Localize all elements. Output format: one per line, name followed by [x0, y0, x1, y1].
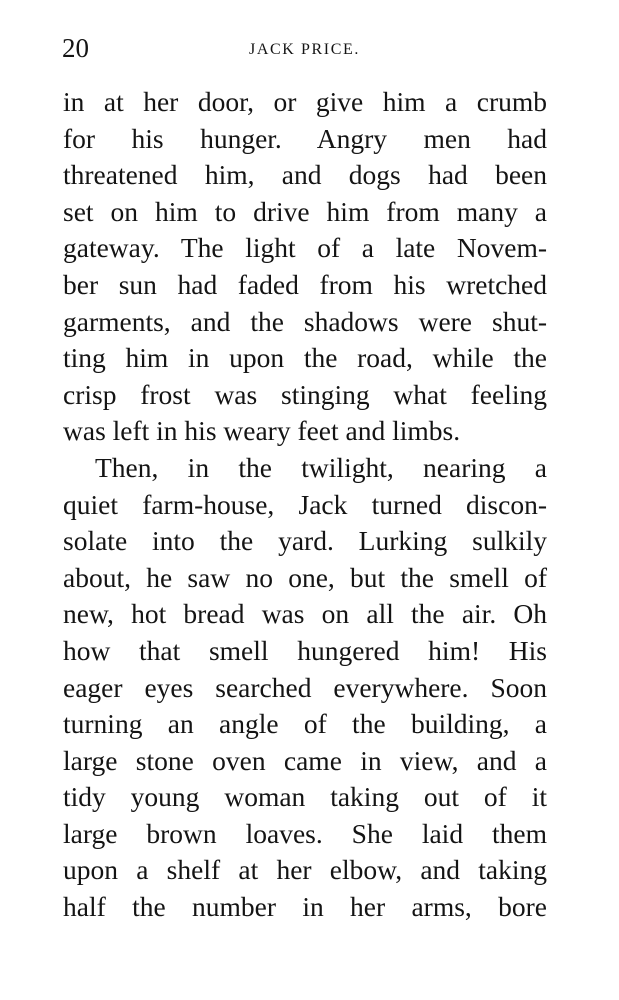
text-line: upon a shelf at her elbow, and taking [63, 854, 547, 886]
text-line: threatened him, and dogs had been [63, 159, 547, 191]
text-line: new, hot bread was on all the air. Oh [63, 598, 547, 630]
text-line: tidy young woman taking out of it [63, 781, 547, 813]
text-line: ting him in upon the road, while the [63, 342, 547, 374]
text-line: large stone oven came in view, and a [63, 744, 547, 776]
text-line: crisp frost was stinging what feeling [63, 378, 547, 410]
text-line: gateway. The light of a late Novem- [63, 232, 547, 264]
text-line: eager eyes searched everywhere. Soon [63, 671, 547, 703]
page-header [62, 30, 547, 66]
text-line: in at her door, or give him a crumb [63, 86, 547, 117]
text-line: quiet farm-house, Jack turned discon- [63, 488, 547, 520]
page-number: 20 [62, 33, 89, 63]
text-line: for his hunger. Angry men had [63, 122, 547, 154]
paragraph-1 [63, 84, 547, 450]
text-line: about, he saw no one, but the smell of [63, 561, 547, 593]
text-line: solate into the yard. Lurking sulkily [63, 525, 547, 557]
text-line: was left in his weary feet and limbs. [63, 415, 461, 447]
text-line: half the number in her arms, bore [63, 891, 547, 923]
text-line: Then, in the twilight, nearing a [95, 451, 547, 483]
text-line: garments, and the shadows were shut- [63, 305, 547, 337]
text-line: set on him to drive him from many a [63, 195, 547, 227]
text-line: how that smell hungered him! His [63, 634, 547, 666]
paragraph-2 [63, 450, 547, 926]
text-line: large brown loaves. She laid them [63, 817, 547, 849]
running-title: JACK PRICE. [249, 41, 360, 58]
text-line: ber sun had faded from his wretched [63, 268, 547, 300]
text-line: turning an angle of the building, a [63, 708, 547, 740]
body-text [63, 84, 547, 926]
